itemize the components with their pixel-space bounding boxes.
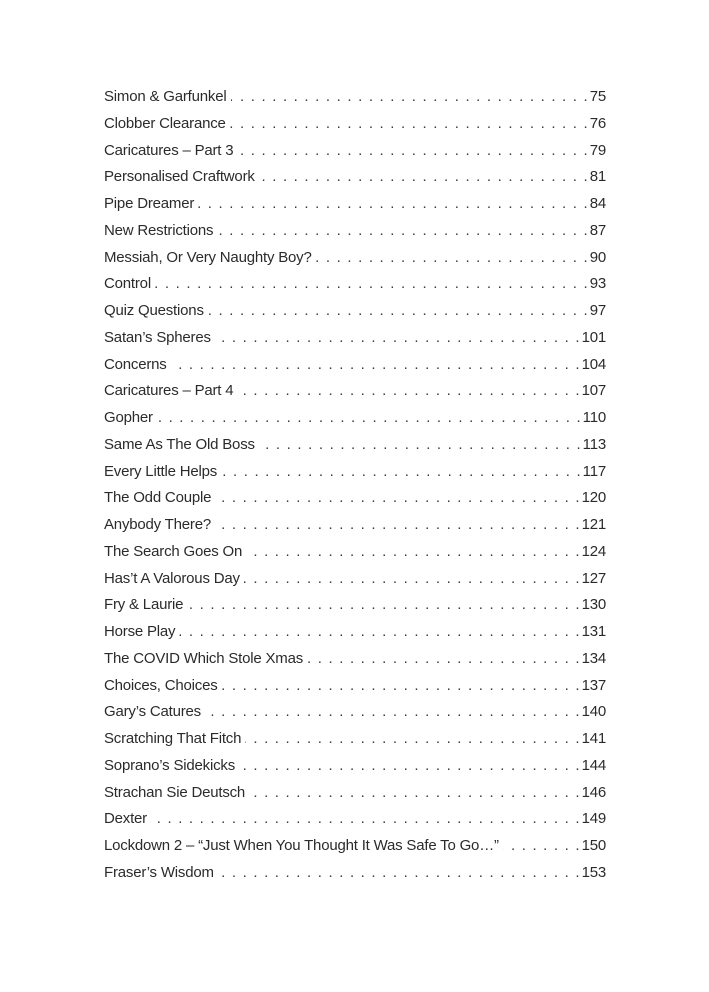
toc-entry-page: 121 [581, 516, 606, 533]
toc-entry-page: 120 [581, 489, 606, 507]
toc-entry [104, 806, 606, 833]
toc-entry-page: 104 [581, 355, 606, 373]
toc-entry-title: Messiah, Or Very Naughty Boy? [104, 248, 312, 266]
toc-entry [104, 673, 606, 700]
toc-entry-page: 101 [581, 328, 606, 346]
toc-entry-title: Pipe Dreamer [104, 195, 195, 212]
toc-entry [104, 298, 606, 325]
toc-entry-page: 81 [589, 168, 606, 186]
toc-entry [104, 432, 606, 459]
toc-entry-page: 144 [581, 756, 606, 774]
toc-dot-leader [246, 539, 579, 566]
toc-dot-leader [503, 833, 580, 860]
toc-entry-page: 117 [582, 462, 606, 480]
toc-entry-title: Dexter [104, 810, 147, 828]
toc-entry-title: Caricatures – Part 4 [104, 382, 234, 400]
toc-dot-leader [222, 673, 580, 700]
toc-entry [104, 164, 606, 191]
toc-dot-leader [198, 191, 588, 218]
toc-entry-title: The COVID Which Stole Xmas [104, 649, 304, 667]
toc-entry-title: Same As The Old Boss [104, 435, 255, 453]
toc-dot-leader [215, 512, 580, 539]
toc-entry-title: Personalised Craftwork [104, 168, 255, 186]
toc-dot-leader [218, 860, 580, 887]
toc-entry [104, 218, 606, 245]
toc-entry-title: Strachan Sie Deutsch [104, 783, 246, 801]
toc-entry-title: Horse Play [104, 623, 176, 640]
toc-dot-leader [237, 378, 579, 405]
toc-entry-title: New Restrictions [104, 221, 214, 239]
toc-entry [104, 111, 606, 138]
toc-entry-title: Quiz Questions [104, 302, 204, 319]
toc-entry-title: Has’t A Valorous Day [104, 569, 240, 587]
toc-dot-leader [215, 325, 580, 352]
toc-entry-title: Gary’s Catures [104, 703, 201, 721]
toc-entry [104, 833, 606, 860]
toc-dot-leader [237, 138, 587, 165]
toc-dot-leader [231, 84, 588, 111]
toc-entry-title: Scratching That Fitch [104, 730, 242, 747]
toc-entry-title: Anybody There? [104, 516, 211, 533]
toc-dot-leader [179, 619, 579, 646]
toc-dot-leader [205, 699, 580, 726]
toc-entry-page: 141 [581, 730, 606, 747]
toc-dot-leader [217, 218, 587, 245]
toc-entry [104, 271, 606, 298]
toc-entry [104, 646, 606, 673]
toc-entry-page: 79 [589, 141, 606, 159]
toc-entry-page: 93 [589, 275, 606, 293]
toc-dot-leader [259, 164, 588, 191]
toc-entry-page: 75 [589, 88, 606, 105]
toc-entry [104, 138, 606, 165]
toc-dot-leader [187, 592, 579, 619]
toc-entry-page: 110 [582, 409, 606, 426]
toc-entry [104, 699, 606, 726]
toc-entry [104, 84, 606, 111]
toc-entry-title: The Odd Couple [104, 489, 212, 507]
toc-dot-leader [239, 753, 580, 780]
toc-entry-page: 150 [581, 837, 606, 854]
toc-entry-page: 153 [581, 863, 606, 881]
toc-entry [104, 378, 606, 405]
toc-dot-leader [151, 806, 580, 833]
toc-dot-leader [215, 485, 579, 512]
toc-entry-title: Caricatures – Part 3 [104, 141, 234, 159]
toc-entry-title: Fry & Laurie [104, 596, 184, 614]
toc-entry-page: 76 [589, 114, 606, 132]
toc-entry-page: 113 [582, 435, 606, 453]
toc-entry-page: 134 [581, 649, 606, 667]
toc-dot-leader [316, 245, 588, 272]
toc-entry [104, 860, 606, 887]
toc-entry [104, 780, 606, 807]
toc-dot-leader [307, 646, 580, 673]
toc-entry-page: 137 [581, 676, 606, 694]
toc-entry-page: 87 [589, 221, 606, 239]
toc-entry-title: Choices, Choices [104, 676, 218, 694]
toc-entry [104, 512, 606, 539]
toc-entry-page: 107 [581, 382, 606, 400]
toc-dot-leader [157, 405, 581, 432]
toc-entry-page: 149 [581, 810, 606, 828]
toc-entry [104, 352, 606, 379]
toc-dot-leader [249, 780, 579, 807]
toc-dot-leader [208, 298, 588, 325]
toc-entry-page: 131 [581, 623, 606, 640]
toc-entry-page: 90 [589, 248, 606, 266]
toc-entry-page: 84 [589, 195, 606, 212]
toc-entry-page: 124 [581, 542, 606, 560]
toc-entry [104, 485, 606, 512]
toc-entry [104, 405, 606, 432]
toc-dot-leader [244, 566, 580, 593]
toc-entry-title: Every Little Helps [104, 462, 218, 480]
toc-dot-leader [259, 432, 581, 459]
toc-entry-title: Soprano’s Sidekicks [104, 756, 235, 774]
toc-entry [104, 619, 606, 646]
toc-entry [104, 539, 606, 566]
toc-entry [104, 566, 606, 593]
toc-entry [104, 726, 606, 753]
toc-entry-title: Control [104, 275, 151, 293]
toc-entry-title: Simon & Garfunkel [104, 88, 227, 105]
toc-dot-leader [230, 111, 588, 138]
toc-dot-leader [171, 352, 580, 379]
toc-dot-leader [245, 726, 579, 753]
toc-entry [104, 592, 606, 619]
toc-entry-page: 127 [581, 569, 606, 587]
table-of-contents [104, 84, 606, 887]
toc-entry [104, 459, 606, 486]
toc-entry-title: Fraser’s Wisdom [104, 863, 214, 881]
toc-entry-title: Lockdown 2 – “Just When You Thought It Was Safe To Go…” [104, 837, 499, 854]
toc-entry [104, 245, 606, 272]
toc-entry-page: 140 [581, 703, 606, 721]
toc-dot-leader [221, 459, 581, 486]
toc-entry-title: Clobber Clearance [104, 114, 226, 132]
toc-entry-title: Satan’s Spheres [104, 328, 211, 346]
toc-entry-page: 130 [581, 596, 606, 614]
toc-entry [104, 191, 606, 218]
toc-entry-page: 146 [581, 783, 606, 801]
toc-entry [104, 325, 606, 352]
toc-entry [104, 753, 606, 780]
toc-entry-title: Concerns [104, 355, 167, 373]
toc-entry-title: Gopher [104, 409, 153, 426]
toc-entry-page: 97 [589, 302, 606, 319]
toc-entry-title: The Search Goes On [104, 542, 243, 560]
toc-dot-leader [155, 271, 588, 298]
